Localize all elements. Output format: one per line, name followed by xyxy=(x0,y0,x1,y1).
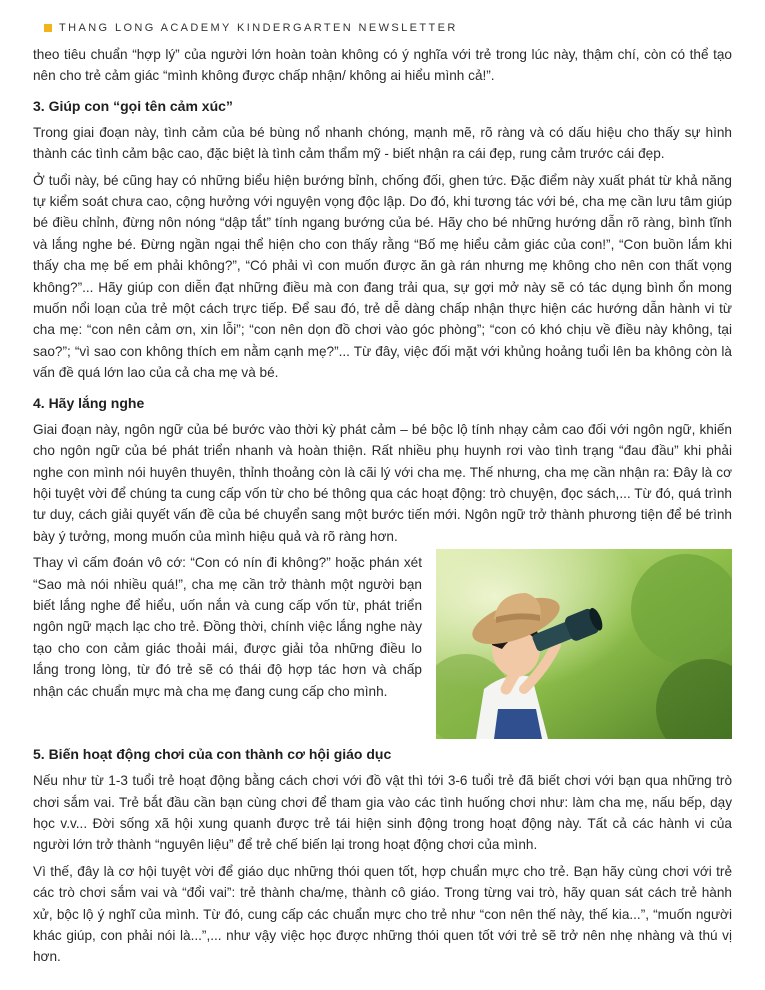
section-3-heading: 3. Giúp con “gọi tên cảm xúc” xyxy=(33,97,233,114)
intro-paragraph: theo tiêu chuẩn “hợp lý” của người lớn hoàn toàn không có ý nghĩa với trẻ trong lúc này, thậm chí, còn có thể tạo nên cho trẻ cảm giác “mình không được chấp nhận/ không ai hiểu mình cả!”. xyxy=(33,47,732,84)
photo-illustration xyxy=(436,549,732,739)
newsletter-header xyxy=(44,20,458,36)
section-3-paragraph-1: Trong giai đoạn này, tình cảm của bé bùng nổ nhanh chóng, mạnh mẽ, rõ ràng và có dấu hiệu cho thấy sự hình thành các tình cảm bậc cao, đặc biệt là tình cảm thẩm mỹ - biết nhận ra cái đẹp, rung cảm trước cái đẹp. xyxy=(33,124,732,162)
section-4-paragraph-1: Giai đoạn này, ngôn ngữ của bé bước vào thời kỳ phát cảm – bé bộc lộ tính nhạy cảm cao đối với ngôn ngữ, khiến cho ngôn ngữ của bé phát triển nhanh và hoàn thiện. Rất nhiều phụ huynh rơi vào tình trạng “đau đầu” khi phải nghe con mình nói huyên thuyên, thỉnh thoảng còn là cãi lý với cha mẹ. Thế nhưng, cha mẹ cần nhận ra: Đây là cơ hội tuyệt vời để chúng ta cung cấp vốn từ cho bé thông qua các hoạt động: trò chuyện, đọc sách,... Từ đó, quá trình tư duy, cách giải quyết vấn đề của bé chuyển sang một bước tiến mới. Ngôn ngữ trở thành phương tiện để bé trình bày ý tưởng, mong muốn của mình hiệu quả và rõ ràng hơn. xyxy=(33,421,732,544)
header-accent-square xyxy=(44,24,52,32)
section-5-paragraph-2: Vì thế, đây là cơ hội tuyệt vời để giáo dục những thói quen tốt, hợp chuẩn mực cho trẻ. Bạn hãy cùng chơi với trẻ các trò chơi sắm vai và “đổi vai”: trẻ thành cha/mẹ, thành cô giáo. Trong từng vai trò, hãy quan sát cách trẻ hành xử, bộc lộ ý nghĩ của mình. Từ đó, cung cấp các chuẩn mực cho trẻ như “con nên thế này, thế kia...”, “muốn người khác giúp, con phải nói là...”,... như vậy việc học được những thói quen tốt với trẻ sẽ trở nên nhẹ nhàng và thú vị hơn. xyxy=(33,863,732,965)
newsletter-title: THANG LONG ACADEMY KINDERGARTEN NEWSLETTER xyxy=(59,22,458,34)
section-3-paragraph-2: Ở tuổi này, bé cũng hay có những biểu hiện bướng bỉnh, chống đối, ghen tức. Đặc điểm này xuất phát từ khả năng tự kiểm soát chưa cao, cộng hưởng với nguyện vọng độc lập. Do đó, khi tương tác với bé, cha mẹ cần lưu tâm giúp bé điều chỉnh, đừng nôn nóng “dập tắt” tính ngang bướng của bé. Hãy cho bé những hướng dẫn rõ ràng, bình tĩnh và lắng nghe bé. Đừng ngần ngại thể hiện cho con thấy rằng “Bố mẹ hiểu cảm giác của con!”, “Con buồn lắm khi thấy cha mẹ bế em phải không?”, “Có phải vì con muốn được ăn gà rán nhưng mẹ không cho nên con thất vọng không?”... Hãy giúp con diễn đạt những điều mà con đang trải qua, sự gợi mở này sẽ có tác dụng bình ổn mong muốn nổi loạn của trẻ một cách trực tiếp. Để sau đó, trẻ dễ dàng chấp nhận thực hiện các hướng dẫn hành vi từ cha mẹ: “con nên cảm ơn, xin lỗi”; “con nên dọn đồ chơi vào góc phòng”; “con có khó chịu về điều này không, tại sao?”; “vì sao con không thích em nằm cạnh mẹ?”... Từ đây, việc đối mặt với khủng hoảng tuổi lên ba không còn là vấn đề quá lớn lao của cả cha mẹ và bé. xyxy=(33,172,732,381)
article-body xyxy=(33,44,732,968)
section-4-paragraph-2: Thay vì cấm đoán vô cớ: “Con có nín đi không?” hoặc phán xét “Sao mà nói nhiều quá!”, cha mẹ cần trở thành một người bạn biết lắng nghe để hiểu, uốn nắn và cung cấp vốn từ, phát triển ngôn ngữ mạch lạc cho trẻ. Đồng thời, chính việc lắng nghe này tạo cho con cảm giác thoải mái, được giải tỏa những điều lo lắng trong lòng, từ đó trẻ sẽ có thái độ hợp tác hơn và chấp nhận các chuẩn mực mà cha mẹ đang cung cấp cho mình. xyxy=(33,555,422,699)
child-binoculars-photo xyxy=(436,549,732,739)
section-4-heading: 4. Hãy lắng nghe xyxy=(33,394,145,411)
section-5-paragraph-1: Nếu như từ 1-3 tuổi trẻ hoạt động bằng cách chơi với đồ vật thì tới 3-6 tuổi trẻ đã biết chơi với bạn qua những trò chơi sắm vai. Trẻ bắt đầu cần bạn cùng chơi để tham gia vào các tình huống chơi như: làm cha mẹ, nấu bếp, dạy học v.v... Đời sống xã hội xung quanh được trẻ tái hiện sinh động trong hoạt động này. Tất cả các hành vi của người lớn trở thành “nguyên liệu” để trẻ chế biến lại trong hoạt động chơi của mình. xyxy=(33,773,732,853)
section-5-heading: 5. Biến hoạt động chơi của con thành cơ hội giáo dục xyxy=(33,746,392,763)
